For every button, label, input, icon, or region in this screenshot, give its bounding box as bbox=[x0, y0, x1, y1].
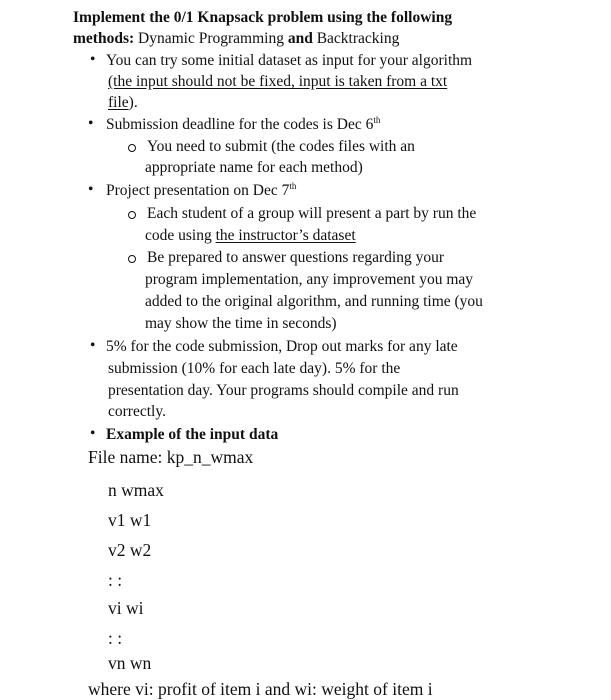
example-row bbox=[108, 652, 151, 674]
example-row bbox=[108, 539, 151, 561]
bullet-4-line-1 bbox=[106, 337, 458, 357]
bullet-1-text-3-tail: ). bbox=[128, 94, 138, 111]
bullet-1-line-1 bbox=[106, 51, 472, 71]
bullet-3-sub-2-text-3: added to the original algorithm, and running time (you bbox=[145, 293, 483, 310]
sub-bullet-circle bbox=[128, 144, 136, 152]
bullet-4-text-4: correctly. bbox=[108, 403, 166, 420]
bullet-4-text-3: presentation day. Your programs should compile and run bbox=[108, 382, 459, 399]
bullet-3-sub-2-line-1 bbox=[147, 248, 444, 268]
bullet-3-sub-1-text-2b: the instructor’s dataset bbox=[215, 227, 356, 244]
bullet-2-sup: th bbox=[373, 114, 381, 125]
bullet-4-text-2: submission (10% for each late day). 5% for the bbox=[108, 360, 401, 377]
example-footer-text: where vi: profit of item i and wi: weight of item i bbox=[88, 679, 433, 699]
bullet-5-line-1 bbox=[106, 425, 278, 445]
bullet-3-sub-1-line-1 bbox=[147, 204, 476, 224]
heading-methods-label: methods: bbox=[73, 30, 139, 47]
sub-bullet-circle bbox=[128, 211, 136, 219]
example-row-text: v2 w2 bbox=[108, 540, 152, 560]
example-row-text: : : bbox=[108, 628, 123, 648]
example-row-text: vi wi bbox=[108, 598, 144, 618]
example-row bbox=[108, 509, 151, 531]
bullet-4-line-2 bbox=[108, 359, 400, 379]
bullet-2-sub-1-text-1: You need to submit (the codes files with an bbox=[147, 138, 415, 155]
example-footer bbox=[88, 678, 433, 700]
bullet-3-sub-1-text-2a: code using bbox=[145, 227, 216, 244]
bullet-2-sub-1-line-1 bbox=[147, 137, 415, 157]
heading-method-dp: Dynamic Programming bbox=[138, 30, 288, 47]
example-row bbox=[108, 627, 122, 649]
bullet-3-sub-1-text-1: Each student of a group will present a part by run the bbox=[147, 205, 477, 222]
bullet-dot: • bbox=[88, 181, 94, 198]
bullet-4-line-4 bbox=[108, 402, 166, 422]
bullet-1-text-2: (the input should not be fixed, input is taken from a txt bbox=[108, 73, 448, 90]
bullet-3-sub-2-line-4 bbox=[145, 314, 337, 334]
bullet-2-text: Submission deadline for the codes is Dec 6 bbox=[106, 116, 374, 133]
bullet-3-sub-2-text-4: may show the time in seconds) bbox=[145, 315, 337, 332]
bullet-dot: • bbox=[88, 115, 94, 132]
bullet-1-text-3: file bbox=[108, 94, 129, 111]
bullet-dot: • bbox=[90, 51, 96, 68]
heading-and: and bbox=[287, 30, 317, 47]
bullet-1-line-2 bbox=[108, 72, 447, 92]
file-name-text: File name: kp_n_wmax bbox=[88, 447, 254, 467]
bullet-2-sub-1-text-2: appropriate name for each method) bbox=[145, 159, 363, 176]
bullet-dot: • bbox=[90, 425, 96, 442]
bullet-3-sub-2-line-2 bbox=[145, 270, 473, 290]
heading-text-1: Implement the 0/1 Knapsack problem using the following bbox=[73, 9, 453, 26]
example-row bbox=[108, 569, 122, 591]
bullet-4-line-3 bbox=[108, 381, 459, 401]
bullet-3-sub-2-text-2: program implementation, any improvement you may bbox=[145, 271, 474, 288]
example-row bbox=[108, 479, 164, 501]
example-row-text: vn wn bbox=[108, 653, 152, 673]
bullet-3-sub-2-line-3 bbox=[145, 292, 483, 312]
bullet-1-line-3 bbox=[108, 93, 138, 113]
bullet-3-line-1 bbox=[106, 181, 296, 201]
bullet-3-text: Project presentation on Dec 7 bbox=[106, 182, 290, 199]
heading-line-2 bbox=[73, 29, 399, 49]
heading-method-bt: Backtracking bbox=[316, 30, 400, 47]
example-row-text: v1 w1 bbox=[108, 510, 152, 530]
sub-bullet-circle bbox=[128, 255, 136, 263]
bullet-2-sub-1-line-2 bbox=[145, 158, 363, 178]
heading-line-1 bbox=[73, 8, 452, 28]
bullet-3-sub-1-line-2 bbox=[145, 226, 356, 246]
example-row bbox=[108, 597, 144, 619]
bullet-4-text-1: 5% for the code submission, Drop out marks for any late bbox=[106, 338, 458, 355]
bullet-5-text: Example of the input data bbox=[106, 426, 279, 443]
bullet-3-sup: th bbox=[289, 180, 297, 191]
bullet-3-sub-2-text-1: Be prepared to answer questions regarding your bbox=[147, 249, 444, 266]
bullet-1-text-1: You can try some initial dataset as input for your algorithm bbox=[106, 52, 473, 69]
bullet-dot: • bbox=[90, 337, 96, 354]
bullet-2-line-1 bbox=[106, 115, 380, 135]
example-row-text: : : bbox=[108, 570, 123, 590]
example-row-text: n wmax bbox=[108, 480, 164, 500]
example-file-name bbox=[88, 446, 253, 468]
